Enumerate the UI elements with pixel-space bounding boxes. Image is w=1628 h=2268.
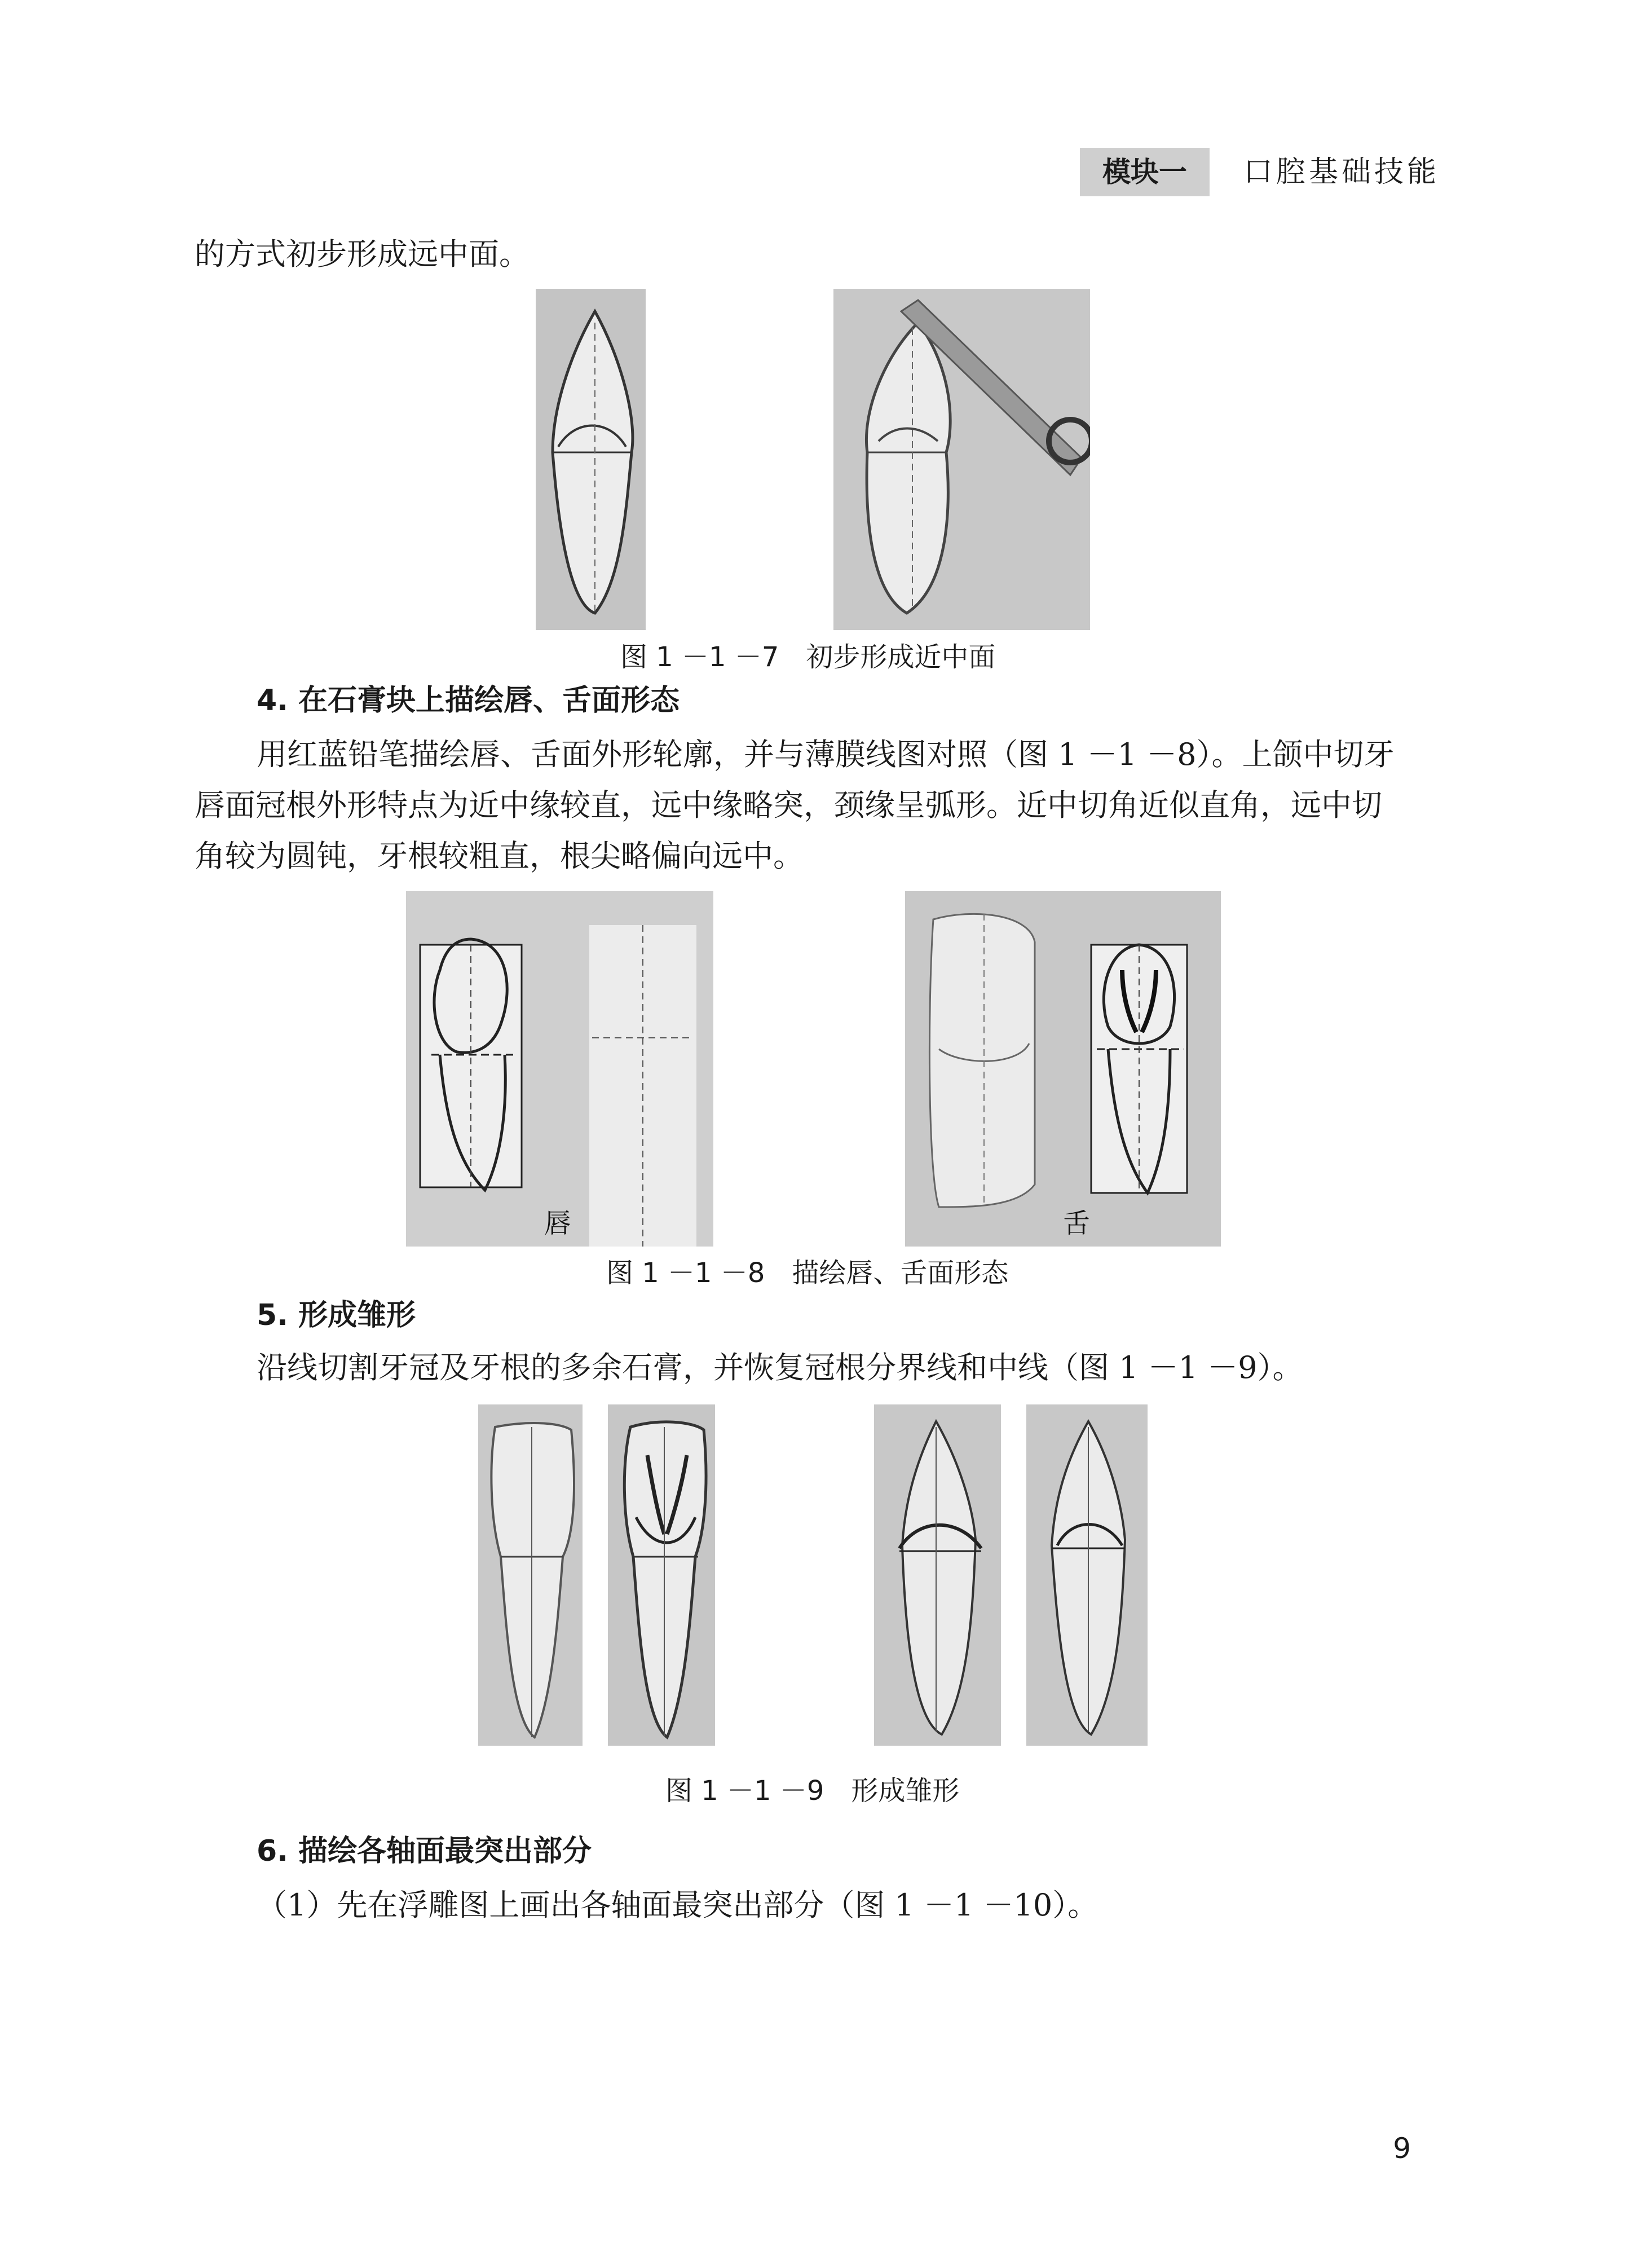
paragraph-4-line-1: 用红蓝铅笔描绘唇、舌面外形轮廓，并与薄膜线图对照（图 1 －1 －8）。上颌中切牙 (257, 737, 1395, 772)
module-badge: 模块一 (1080, 148, 1210, 196)
label-lingual: 舌 (1063, 1208, 1091, 1239)
figure-7-caption: 图 1 －1 －7 初步形成近中面 (620, 641, 996, 673)
figure-8-photo-labial (406, 891, 713, 1247)
page-number: 9 (1393, 2132, 1411, 2165)
figure-8-photo-lingual (905, 891, 1221, 1247)
figure-9-photo-1 (478, 1404, 583, 1746)
figure-8-caption: 图 1 －1 －8 描绘唇、舌面形态 (606, 1257, 1009, 1289)
label-labial: 唇 (544, 1208, 572, 1239)
paragraph-6: （1）先在浮雕图上画出各轴面最突出部分（图 1 －1 －10）。 (257, 1887, 1098, 1923)
figure-9-photo-3 (874, 1404, 1001, 1746)
figure-7-photo-right (833, 289, 1090, 630)
heading-4: 4. 在石膏块上描绘唇、舌面形态 (257, 684, 680, 717)
figure-9-photo-4 (1026, 1404, 1148, 1746)
heading-6: 6. 描绘各轴面最突出部分 (257, 1834, 592, 1868)
section-title: 口腔基础技能 (1243, 155, 1440, 189)
heading-5: 5. 形成雏形 (257, 1298, 416, 1332)
paragraph-5: 沿线切割牙冠及牙根的多余石膏，并恢复冠根分界线和中线（图 1 －1 －9）。 (257, 1350, 1303, 1385)
figure-7-photo-left (536, 289, 646, 630)
paragraph-intro: 的方式初步形成远中面。 (195, 236, 530, 272)
paragraph-4-line-3: 角较为圆钝，牙根较粗直，根尖略偏向远中。 (195, 838, 804, 874)
figure-9-caption: 图 1 －1 －9 形成雏形 (665, 1775, 960, 1807)
paragraph-4-line-2: 唇面冠根外形特点为近中缘较直，远中缘略突，颈缘呈弧形。近中切角近似直角，远中切 (195, 787, 1382, 823)
figure-9-photo-2 (608, 1404, 715, 1746)
